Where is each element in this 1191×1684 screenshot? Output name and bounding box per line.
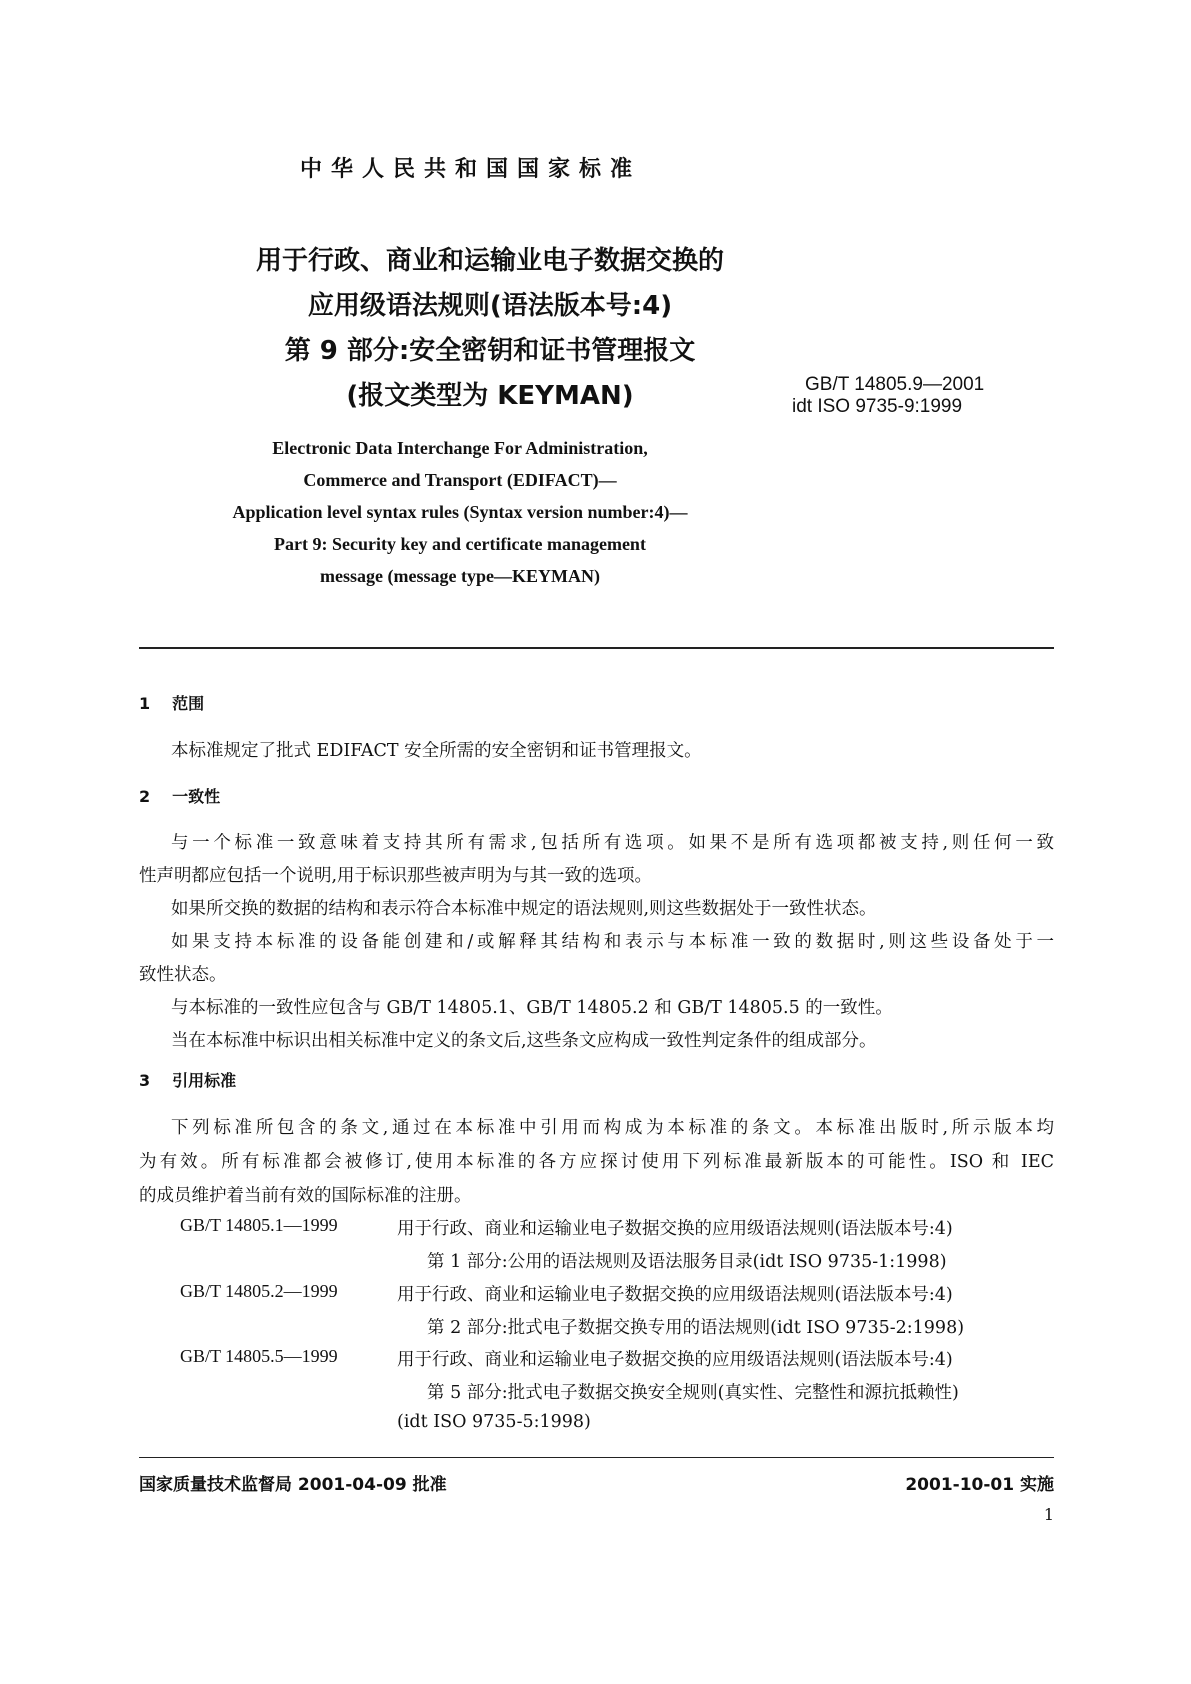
reference-code: GB/T 14805.1—1999: [180, 1215, 338, 1235]
reference-title: 用于行政、商业和运输业电子数据交换的应用级语法规则(语法版本号:4): [397, 1219, 953, 1239]
title-line-1: 用于行政、商业和运输业电子数据交换的: [255, 246, 724, 276]
title-line-4: (报文类型为 KEYMAN): [346, 381, 634, 411]
english-title-line-5: message (message type—KEYMAN): [320, 566, 600, 586]
reference-title: 用于行政、商业和运输业电子数据交换的应用级语法规则(语法版本号:4): [397, 1350, 953, 1370]
paragraph-line: 如果支持本标准的设备能创建和/或解释其结构和表示与本标准一致的数据时,则这些设备处于一: [171, 932, 1054, 952]
english-title-line-1: Electronic Data Interchange For Administration,: [272, 438, 648, 458]
paragraph-line: 当在本标准中标识出相关标准中定义的条文后,这些条文应构成一致性判定条件的组成部分。: [171, 1031, 877, 1051]
english-title-line-3: Application level syntax rules (Syntax version number:4)—: [232, 502, 688, 522]
section-3-heading: [139, 1068, 258, 1091]
reference-title: (idt ISO 9735-5:1998): [397, 1412, 591, 1432]
section-title: 范围: [172, 694, 205, 713]
header-divider: [139, 647, 1054, 649]
paragraph-line: 致性状态。: [139, 965, 227, 985]
paragraph-line: 如果所交换的数据的结构和表示符合本标准中规定的语法规则,则这些数据处于一致性状态。: [171, 899, 877, 919]
reference-title: 第 2 部分:批式电子数据交换专用的语法规则(idt ISO 9735-2:1998): [427, 1318, 965, 1338]
reference-title: 第 5 部分:批式电子数据交换安全规则(真实性、完整性和源抗抵赖性): [427, 1383, 959, 1403]
english-title-line-2: Commerce and Transport (EDIFACT)—: [303, 470, 617, 490]
effective-date: 2001-10-01 实施: [905, 1475, 1054, 1495]
section-2-heading: [139, 784, 242, 807]
national-standard-header: 中华人民共和国国家标准: [300, 157, 642, 182]
english-title-line-4: Part 9: Security key and certificate management: [274, 534, 646, 554]
paragraph-line: 为有效。所有标准都会被修订,使用本标准的各方应探讨使用下列标准最新版本的可能性。ISO 和 IEC: [139, 1152, 1054, 1172]
iso-equivalent-code: idt ISO 9735-9:1999: [792, 396, 963, 417]
paragraph-line: 本标准规定了批式 EDIFACT 安全所需的安全密钥和证书管理报文。: [171, 741, 702, 761]
paragraph-line: 与本标准的一致性应包含与 GB/T 14805.1、GB/T 14805.2 和 GB/T 14805.5 的一致性。: [171, 998, 893, 1018]
title-line-2: 应用级语法规则(语法版本号:4): [307, 291, 673, 321]
section-title: 一致性: [172, 787, 221, 806]
reference-title: 第 1 部分:公用的语法规则及语法服务目录(idt ISO 9735-1:1998): [427, 1252, 947, 1272]
reference-title: 用于行政、商业和运输业电子数据交换的应用级语法规则(语法版本号:4): [397, 1285, 953, 1305]
footer-divider: [139, 1457, 1054, 1458]
section-title: 引用标准: [172, 1071, 237, 1090]
paragraph-line: 与一个标准一致意味着支持其所有需求,包括所有选项。如果不是所有选项都被支持,则任何一致: [171, 833, 1054, 853]
paragraph-line: 下列标准所包含的条文,通过在本标准中引用而构成为本标准的条文。本标准出版时,所示版本均: [171, 1118, 1054, 1138]
paragraph-line: 性声明都应包括一个说明,用于标识那些被声明为与其一致的选项。: [139, 866, 653, 886]
section-number: 3: [139, 1071, 151, 1090]
reference-code: GB/T 14805.2—1999: [180, 1281, 338, 1301]
section-1-heading: [139, 691, 226, 714]
approval-date: 国家质量技术监督局 2001-04-09 批准: [139, 1475, 447, 1495]
paragraph-line: 的成员维护着当前有效的国际标准的注册。: [139, 1186, 472, 1206]
page-number: 1: [1043, 1505, 1054, 1524]
title-line-3: 第 9 部分:安全密钥和证书管理报文: [284, 336, 696, 366]
section-number: 1: [139, 694, 151, 713]
gb-standard-code: GB/T 14805.9—2001: [805, 374, 985, 395]
reference-code: GB/T 14805.5—1999: [180, 1346, 338, 1366]
section-number: 2: [139, 787, 151, 806]
